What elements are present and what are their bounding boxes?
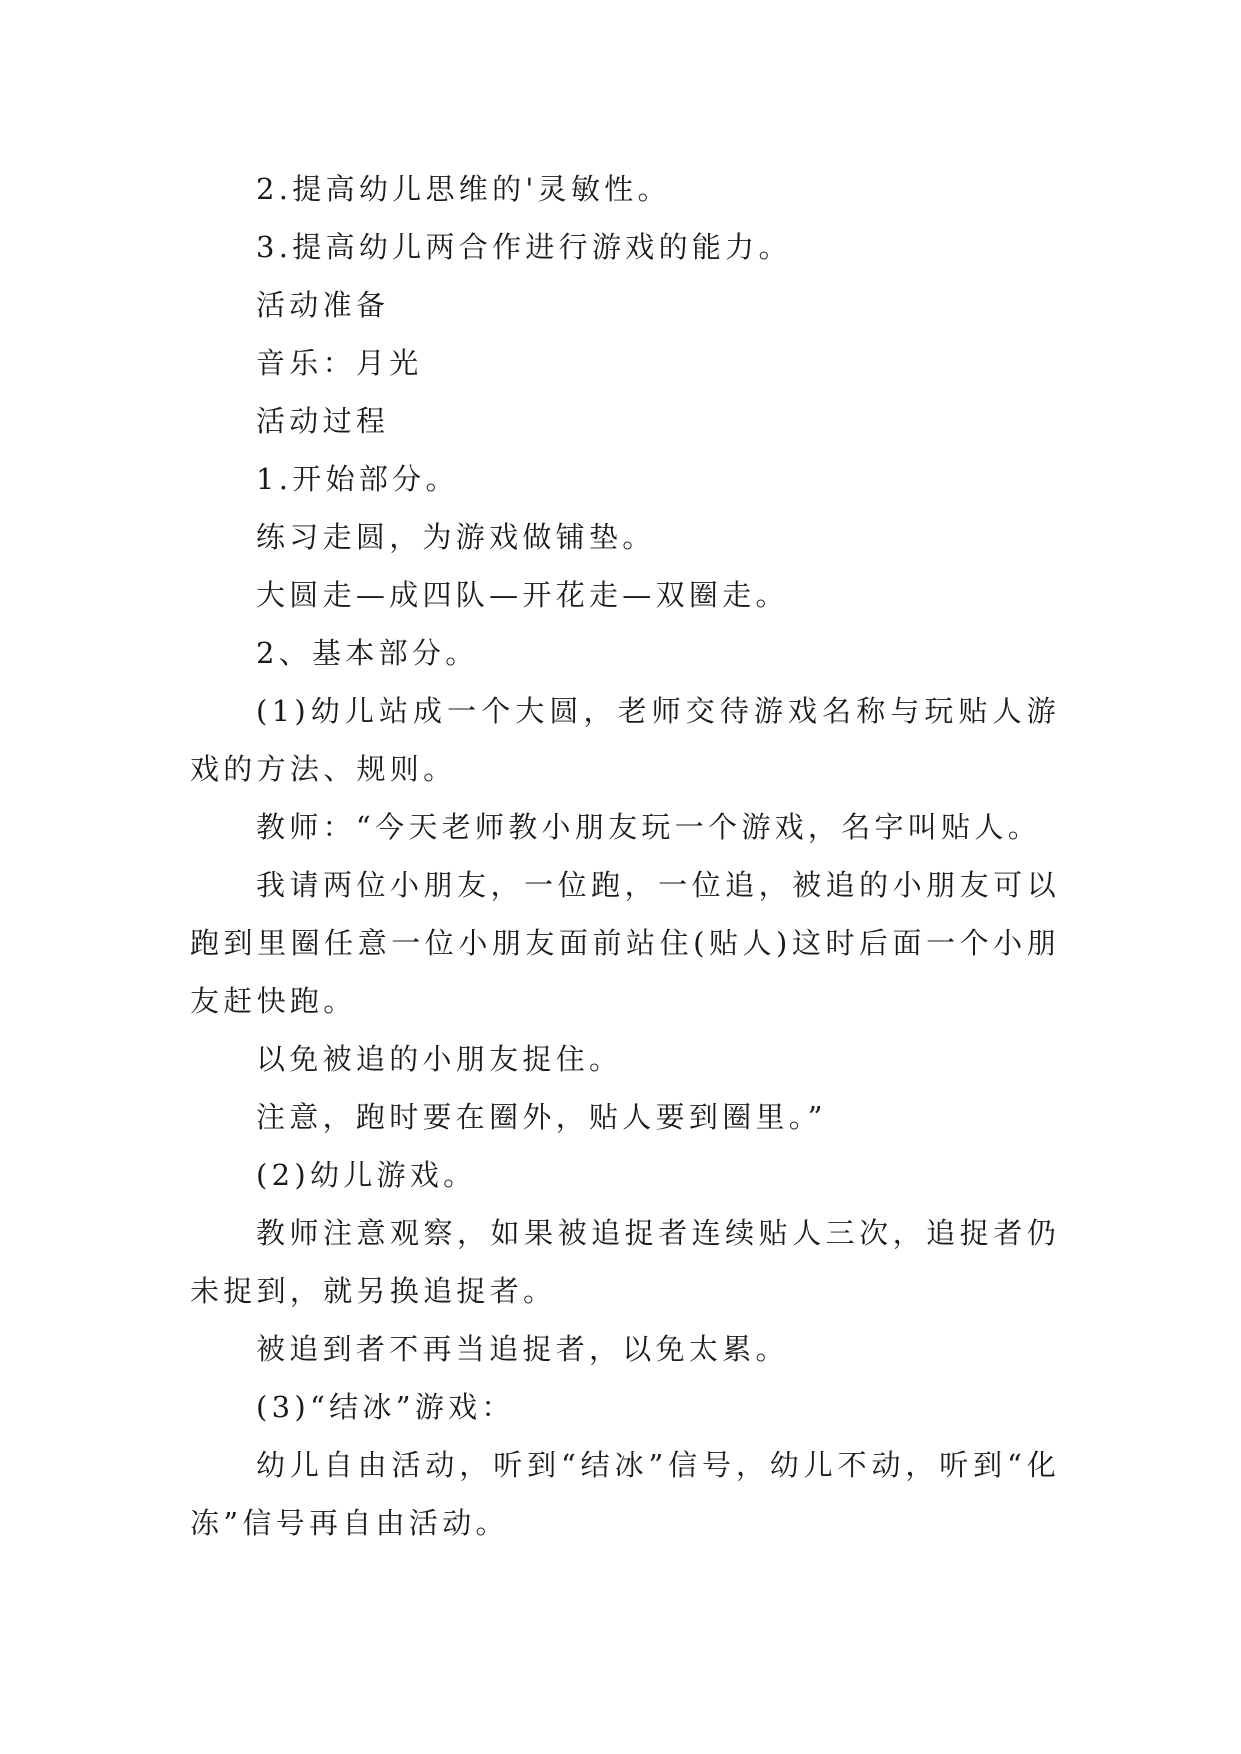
paragraph-freeze-game: 幼儿自由活动，听到“结冰”信号，幼儿不动，听到“化冻”信号再自由活动。 — [190, 1448, 1060, 1540]
heading-activity-process: 活动过程 — [256, 404, 390, 438]
paragraph-music: 音乐：月光 — [256, 346, 423, 380]
paragraph-goal-2: 2.提高幼儿思维的'灵敏性。 — [256, 172, 671, 206]
paragraph-avoid-caught: 以免被追的小朋友捉住。 — [256, 1042, 623, 1076]
paragraph-basic-section: 2、基本部分。 — [256, 636, 479, 670]
paragraph-not-chaser: 被追到者不再当追捉者，以免太累。 — [256, 1332, 789, 1366]
paragraph-walk-sequence: 大圆走—成四队—开花走—双圈走。 — [256, 578, 789, 612]
paragraph-goal-3: 3.提高幼儿两合作进行游戏的能力。 — [256, 230, 792, 264]
paragraph-observe: 教师注意观察，如果被追捉者连续贴人三次，追捉者仍未捉到，就另换追捉者。 — [190, 1216, 1060, 1308]
paragraph-step-3: (3)“结冰”游戏： — [256, 1390, 515, 1424]
paragraph-attention: 注意，跑时要在圈外，贴人要到圈里。” — [256, 1100, 827, 1134]
heading-activity-preparation: 活动准备 — [256, 288, 390, 322]
paragraph-practice-circle: 练习走圆，为游戏做铺垫。 — [256, 520, 656, 554]
paragraph-step-2: (2)幼儿游戏。 — [256, 1158, 477, 1192]
paragraph-teacher-intro: 教师：“今天老师教小朋友玩一个游戏，名字叫贴人。 — [256, 810, 1042, 844]
paragraph-game-rules: 我请两位小朋友，一位跑，一位追，被追的小朋友可以跑到里圈任意一位小朋友面前站住(贴人)这时后面一个小朋友赶快跑。 — [190, 868, 1060, 1018]
document-body — [190, 160, 1060, 1552]
paragraph-start-section: 1.开始部分。 — [256, 462, 459, 496]
paragraph-step-1: (1)幼儿站成一个大圆，老师交待游戏名称与玩贴人游戏的方法、规则。 — [190, 694, 1060, 786]
